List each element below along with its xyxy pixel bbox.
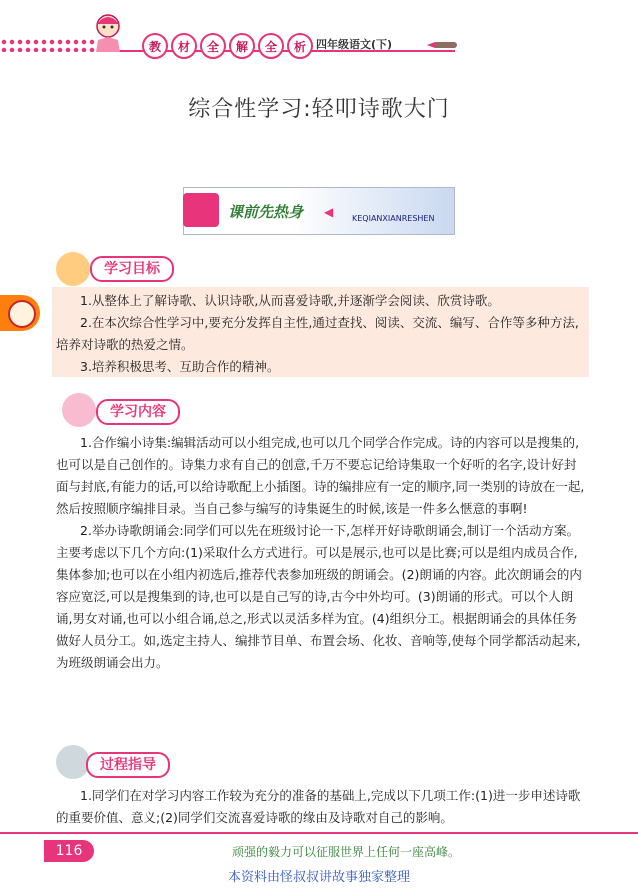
warmup-banner-title: 课前先热身 bbox=[228, 203, 304, 221]
series-char-1: 教 bbox=[142, 33, 168, 59]
cat-face-icon bbox=[8, 300, 36, 328]
content-paragraph-2: 2.举办诗歌朗诵会:同学们可以先在班级讨论一下,怎样开好诗歌朗诵会,制订一个活动方案。主要考虑以下几个方向:(1)采取什么方式进行。可以是展示,也可以是比赛;可以是组内成员合作,集体参加;也可以在小组内初选后,推荐代表参加班级的朗诵会。(2)朗诵的内容。此次朗诵会的内容应宽泛,可以是搜集到的诗,也可以是自己写的诗,古今中外均可。(3)朗诵的形式。可以个人朗诵,男女对诵,也可以小组合诵,总之,形式以灵活多样为宜。(4)组织分工。根据朗诵会的具体任务做好人员分工。如,选定主持人、编排节目单、布置会场、化妆、音响等,使每个同学都活动起来,为班级朗诵会出力。 bbox=[56, 523, 582, 670]
series-char-5: 全 bbox=[258, 33, 284, 59]
footer-rule bbox=[0, 832, 638, 834]
pencil-icon bbox=[435, 42, 457, 48]
page-number: 116 bbox=[44, 840, 94, 862]
goal-item-1: 1.从整体上了解诗歌、认识诗歌,从而喜爱诗歌,并逐渐学会阅读、欣赏诗歌。 bbox=[80, 293, 500, 308]
arrow-icon: ◀ bbox=[324, 205, 334, 219]
footer-credit: 本资料由怪叔叔讲故事独家整理 bbox=[227, 870, 410, 885]
grade-label: 四年级语文(下) bbox=[316, 38, 393, 51]
content-mascot-icon bbox=[62, 393, 96, 427]
goal-item-2: 2.在本次综合性学习中,要充分发挥自主性,通过查找、阅读、交流、编写、合作等多种方法,培养对诗歌的热爱之情。 bbox=[56, 315, 579, 352]
series-char-4: 解 bbox=[229, 33, 255, 59]
section-title-guide: 过程指导 bbox=[86, 752, 170, 778]
series-char-2: 材 bbox=[171, 33, 197, 59]
cube-mascot-icon bbox=[183, 193, 219, 227]
footer-motto: 顽强的毅力可以征服世界上任何一座高峰。 bbox=[232, 845, 461, 859]
guide-paragraph-1: 1.同学们在对学习内容工作较为充分的准备的基础上,完成以下几项工作:(1)进一步申述诗歌的重要价值、意义;(2)同学们交流喜爱诗歌的缘由及诗歌对自己的影响。 bbox=[56, 788, 581, 825]
guide-mascot-icon bbox=[56, 745, 90, 779]
goals-mascot-icon bbox=[56, 252, 90, 286]
guide-body bbox=[56, 785, 586, 829]
content-paragraph-1: 1.合作编小诗集:编辑活动可以小组完成,也可以几个同学合作完成。诗的内容可以是搜集的,也可以是自己创作的。诗集力求有自己的创意,千万不要忘记给诗集取一个好听的名字,设计好封面与封底,有能力的话,可以给诗歌配上小插图。诗的编排应有一定的顺序,同一类别的诗放在一起,然后按照顺序编排目录。当自己参与编写的诗集诞生的时候,该是一件多么惬意的事啊! bbox=[56, 435, 585, 516]
series-char-6: 析 bbox=[287, 33, 313, 59]
section-title-goals: 学习目标 bbox=[90, 256, 174, 282]
warmup-banner bbox=[183, 187, 455, 235]
series-char-3: 全 bbox=[200, 33, 226, 59]
goal-item-3: 3.培养积极思考、互助合作的精神。 bbox=[80, 359, 280, 374]
goals-list bbox=[56, 290, 586, 378]
section-title-content: 学习内容 bbox=[96, 399, 180, 425]
content-body bbox=[56, 432, 586, 674]
page-title: 综合性学习:轻叩诗歌大门 bbox=[188, 97, 450, 122]
warmup-banner-subtitle: KEQIANXIANRESHEN bbox=[352, 214, 435, 223]
girl-mascot-icon bbox=[86, 10, 130, 54]
